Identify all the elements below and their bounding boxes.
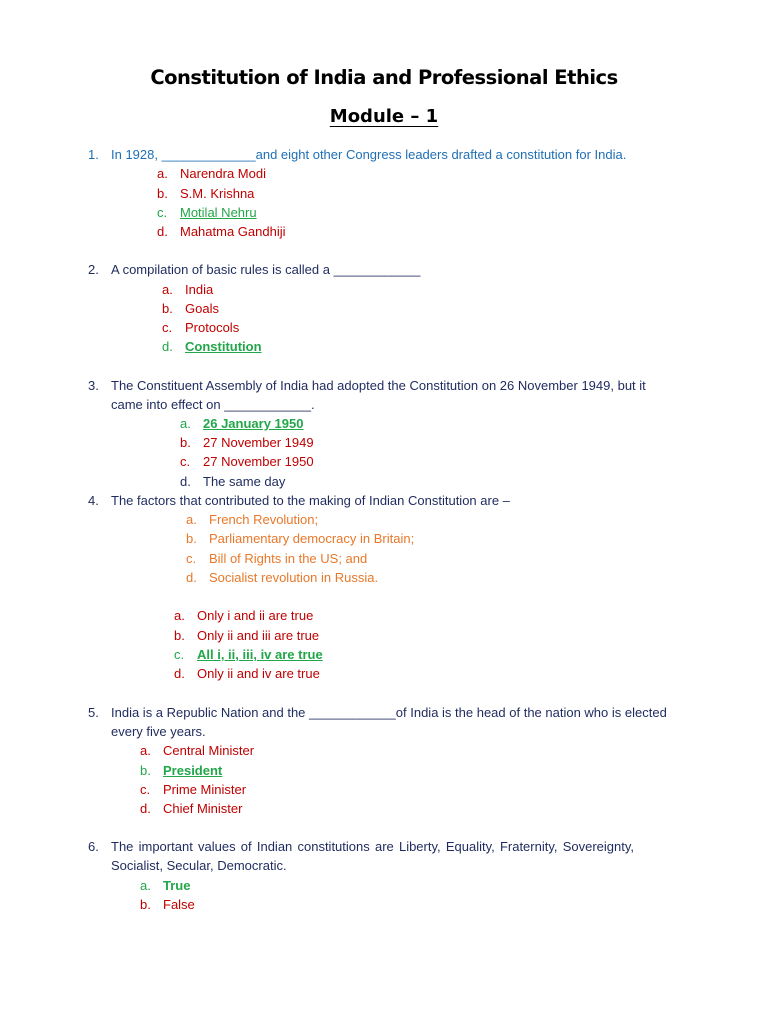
option-text: India <box>185 282 214 297</box>
factor-letter: d. <box>186 570 197 585</box>
correct-answer: 26 January 1950 <box>203 416 304 431</box>
answer-blank: ____________ <box>309 705 396 720</box>
option-letter: d. <box>162 339 173 354</box>
correct-answer: President <box>163 763 223 778</box>
option-text: Goals <box>185 301 219 316</box>
option-text: Protocols <box>185 320 240 335</box>
question-number: 1. <box>88 147 99 162</box>
option-text: Central Minister <box>163 743 255 758</box>
question-text-line-2: every five years. <box>111 724 206 739</box>
option-text: Prime Minister <box>163 782 247 797</box>
answer-blank: _____________ <box>161 147 256 162</box>
question-text: A compilation of basic rules is called a ____________ <box>111 262 421 277</box>
question-text-line-1: India is a Republic Nation and the ____________of India is the head of the nation who is elected <box>111 705 667 720</box>
question-text: The factors that contributed to the making of Indian Constitution are – <box>111 493 510 508</box>
option-text: Narendra Modi <box>180 166 266 181</box>
factor-text: Bill of Rights in the US; and <box>209 551 368 566</box>
question-number: 4. <box>88 493 99 508</box>
question-text-line-1: The important values of Indian constitutions are Liberty, Equality, Fraternity, Sovereignty, <box>111 839 635 854</box>
correct-answer: All i, ii, iii, iv are true <box>197 647 323 662</box>
option-letter: d. <box>157 224 168 239</box>
option-letter: a. <box>162 282 173 297</box>
factor-letter: a. <box>186 512 197 527</box>
document-title: Constitution of India and Professional Ethics <box>150 66 618 89</box>
option-text: False <box>163 897 195 912</box>
question-text: In 1928, _____________and eight other Congress leaders drafted a constitution for India. <box>111 147 627 162</box>
question-number: 3. <box>88 378 99 393</box>
option-letter: d. <box>140 801 151 816</box>
factor-text: French Revolution; <box>209 512 319 527</box>
option-letter: c. <box>157 205 168 220</box>
option-letter: b. <box>180 435 191 450</box>
option-letter: b. <box>140 763 151 778</box>
option-letter: c. <box>180 454 191 469</box>
option-letter: a. <box>174 608 185 623</box>
correct-answer: Motilal Nehru <box>180 205 257 220</box>
option-letter: a. <box>140 743 151 758</box>
option-letter: c. <box>162 320 173 335</box>
option-text: Chief Minister <box>163 801 243 816</box>
option-letter: c. <box>174 647 185 662</box>
option-letter: a. <box>140 878 151 893</box>
question-text-line-1: The Constituent Assembly of India had adopted the Constitution on 26 November 1949, but it <box>111 378 646 393</box>
module-title: Module – 1 <box>329 106 439 127</box>
option-letter: c. <box>140 782 151 797</box>
question-number: 2. <box>88 262 99 277</box>
option-letter: b. <box>174 628 185 643</box>
factor-letter: b. <box>186 531 197 546</box>
option-letter: a. <box>157 166 168 181</box>
question-text-line-2: Socialist, Secular, Democratic. <box>111 858 287 873</box>
option-letter: b. <box>162 301 173 316</box>
question-number: 5. <box>88 705 99 720</box>
option-text: S.M. Krishna <box>180 186 255 201</box>
option-text: Mahatma Gandhiji <box>180 224 286 239</box>
option-letter: b. <box>157 186 168 201</box>
factor-text: Socialist revolution in Russia. <box>209 570 379 585</box>
answer-blank: ____________ <box>224 397 311 412</box>
question-text-line-2: came into effect on ____________. <box>111 397 315 412</box>
option-text: Only ii and iii are true <box>197 628 320 643</box>
option-letter: d. <box>174 666 185 681</box>
factor-letter: c. <box>186 551 197 566</box>
option-letter: d. <box>180 474 191 489</box>
question-number: 6. <box>88 839 99 854</box>
factor-text: Parliamentary democracy in Britain; <box>209 531 415 546</box>
option-letter: a. <box>180 416 191 431</box>
option-letter: b. <box>140 897 151 912</box>
option-text: Only i and ii are true <box>197 608 314 623</box>
option-text: 27 November 1949 <box>203 435 314 450</box>
option-text: The same day <box>203 474 286 489</box>
correct-answer: True <box>163 878 191 893</box>
option-text: Only ii and iv are true <box>197 666 320 681</box>
option-text: 27 November 1950 <box>203 454 314 469</box>
correct-answer: Constitution <box>185 339 262 354</box>
answer-blank: ____________ <box>333 262 421 277</box>
